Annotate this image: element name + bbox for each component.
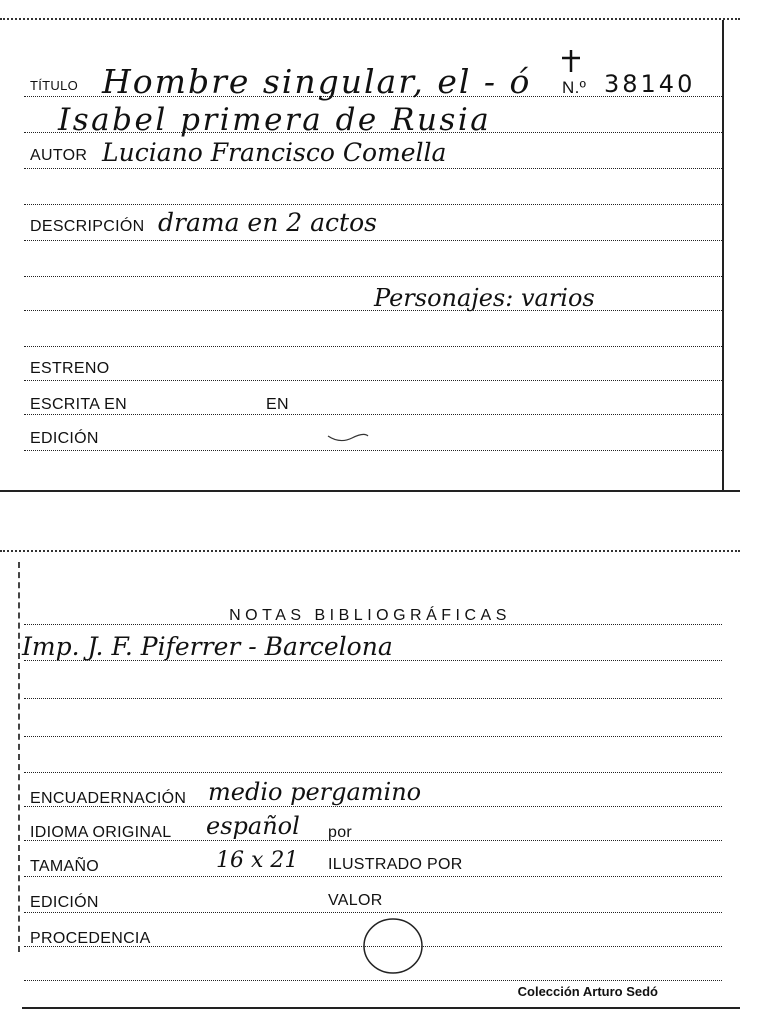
ruled-line	[24, 346, 722, 347]
card-bottom-edge	[0, 490, 740, 492]
ruled-line	[24, 624, 722, 625]
ruled-line	[24, 414, 722, 415]
circle-mark	[360, 916, 426, 976]
personajes-value: Personajes: varios	[374, 284, 595, 312]
card-right-edge	[722, 20, 724, 490]
autor-value: Luciano Francisco Comella	[102, 138, 447, 167]
ruled-line	[24, 698, 722, 699]
descripcion-label: DESCRIPCIÓN	[30, 218, 145, 235]
notas-title: NOTAS BIBLIOGRÁFICAS	[229, 607, 511, 624]
titulo-line1: Hombre singular, el - ó	[102, 62, 532, 101]
tamano-label: TAMAÑO	[30, 858, 100, 875]
ruled-line	[24, 276, 722, 277]
procedencia-label: PROCEDENCIA	[30, 930, 151, 947]
en-label: EN	[266, 396, 289, 413]
numero-label: N.º	[562, 78, 587, 97]
ilustrado-label: ILUSTRADO POR	[328, 856, 463, 873]
numero-value: 38140	[604, 70, 696, 98]
ruled-line	[24, 168, 722, 169]
catalog-card-front	[0, 0, 740, 492]
encuadernacion-value: medio pergamino	[208, 778, 422, 806]
card-top-edge	[0, 550, 740, 555]
autor-label: AUTOR	[30, 147, 88, 164]
edicion-label: EDICIÓN	[30, 894, 99, 911]
card-top-edge	[0, 18, 740, 23]
catalog-card-back	[0, 548, 740, 1013]
ruled-line	[24, 380, 722, 381]
ruled-line	[24, 876, 722, 877]
tamano-value: 16 x 21	[216, 848, 299, 873]
idioma-label: IDIOMA ORIGINAL	[30, 824, 172, 841]
ruled-line	[24, 240, 722, 241]
encuadernacion-label: ENCUADERNACIÓN	[30, 790, 187, 807]
escrita-label: ESCRITA EN	[30, 396, 127, 413]
estreno-label: ESTRENO	[30, 360, 110, 377]
descripcion-value: drama en 2 actos	[158, 208, 377, 237]
ruled-line	[24, 204, 722, 205]
collection-footer: Colección Arturo Sedó	[517, 984, 658, 999]
valor-label: VALOR	[328, 892, 383, 909]
ruled-line	[24, 450, 722, 451]
ruled-line	[24, 772, 722, 773]
titulo-label: TÍTULO	[30, 78, 79, 93]
edicion-label: EDICIÓN	[30, 430, 99, 447]
ruled-line	[24, 980, 722, 981]
por-label: por	[328, 824, 353, 841]
ruled-line	[24, 912, 722, 913]
card-bottom-edge	[22, 1007, 740, 1009]
titulo-line2: Isabel primera de Rusia	[58, 102, 492, 138]
pencil-mark	[326, 430, 370, 444]
cross-icon	[560, 48, 582, 74]
ruled-line	[24, 736, 722, 737]
ruled-line	[24, 310, 722, 311]
notas-value: Imp. J. F. Piferrer - Barcelona	[22, 632, 393, 661]
idioma-value: español	[206, 812, 300, 840]
